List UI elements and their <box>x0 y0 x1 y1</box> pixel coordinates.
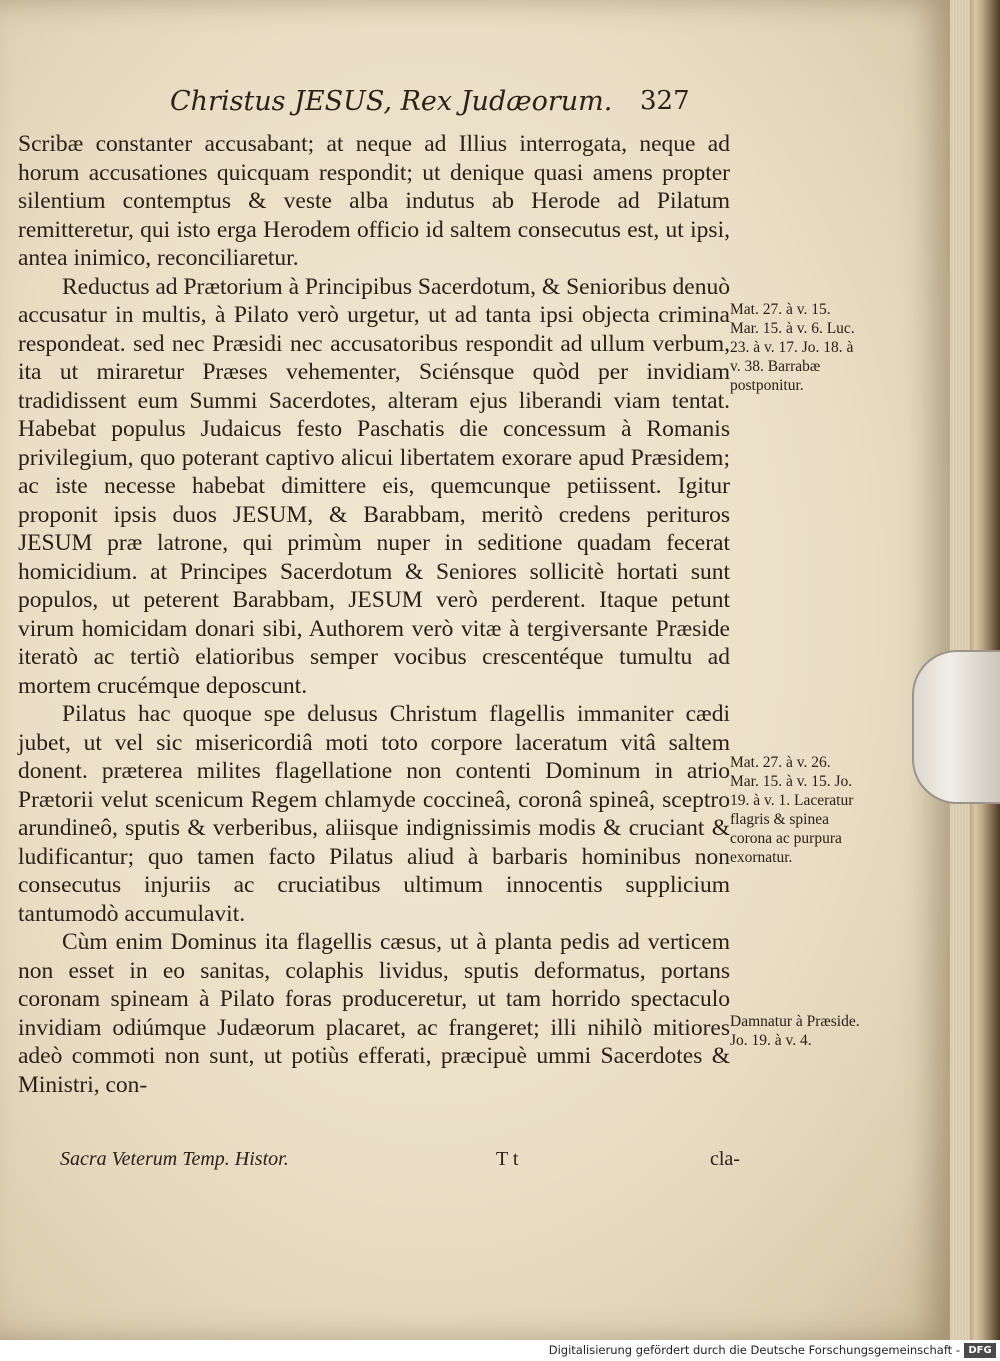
page-footer <box>60 1148 750 1178</box>
footer-title: Sacra Veterum Temp. Histor. <box>60 1148 289 1170</box>
paragraph: Reductus ad Prætorium à Principibus Sacerdotum, & Senioribus denuò accusatur in multis, à Pilato verò urgetur, ut ad tanta ipsi objecta crimina respondeat. sed nec Præsidi nec accusatoribus respondit ad ullum verbum, ita ut miraretur Præses vehementer, Sciénsque quòd per invidiam tradidissent eum Summi Sacerdotes, alteram ejus liberandi viam tentat. Habebat populus Judaicus festo Paschatis die concessum à Romanis privilegium, quo poterant captivo alicui libertatem exorare apud Præsidem; ac iste necesse habebat dimittere eis, quemcunque petiissent. Igitur proponit ipsis duos JESUM, & Barabbam, meritò credens perituros JESUM præ latrone, qui primùm nuper in seditione quadam fecerat homicidium. at Principes Sacerdotum & Seniores sollicitè hortati sunt populos, ut peterent Barabbam, JESUM verò perderent. Itaque petunt virum homicidam donari sibi, Authorem verò vitæ à tergiversante Præside iteratò ac tertiò elatioribus semper vocibus crescentéque tumultu ad mortem crucémque deposcunt. <box>18 273 730 699</box>
main-text <box>18 130 730 1099</box>
margin-note: Mat. 27. à v. 15. Mar. 15. à v. 6. Luc. 23. à v. 17. Jo. 18. à v. 38. Barrabæ postponitur. <box>730 301 855 394</box>
running-title: Christus JESUS, Rex Judæorum. <box>170 86 613 117</box>
paragraph: Cùm enim Dominus ita flagellis cæsus, ut à planta pedis ad verticem non esset in eo sanitas, colaphis lividus, sputis deformatus, portans coronam spineam à Pilato foras produceretur, ut tam horrido spectaculo invidiam odiúmque Judæorum placaret, ac frangeret; illi nihilò mitiores adeò commoti non sunt, ut potiùs efferati, præcipuè ummi Sacerdotes & Ministri, con- <box>18 929 730 1098</box>
paragraph: Scribæ constanter accusabant; at neque ad Illius interrogata, neque ad horum accusationes quicquam respondit; ut denique quasi amens propter silentium contemptus & veste alba indutus ab Herode ad Pilatum remitteretur, qui isto erga Herodem officio id saltem consecutus est, ut ipsi, antea inimico, reconciliaretur. <box>18 131 730 271</box>
catchword: cla- <box>710 1148 740 1170</box>
margin-note: Mat. 27. à v. 26. Mar. 15. à v. 15. Jo. 19. à v. 1. Laceratur flagris & spinea corona ac purpura exornatur. <box>730 754 854 866</box>
dfg-logo: DFG <box>964 1343 996 1358</box>
page-header <box>170 86 730 126</box>
page-number: 327 <box>640 86 690 116</box>
credit-text: Digitalisierung gefördert durch die Deutsche Forschungsgemeinschaft - <box>548 1343 960 1357</box>
page-clip <box>912 650 1000 804</box>
paragraph: Pilatus hac quoque spe delusus Christum flagellis immaniter cædi jubet, ut vel sic misericordiâ moti toto corpore laceratum vitâ saltem donent. præterea milites flagellatione non contenti Dominum in atrio Prætorii velut scenicum Regem chlamyde coccineâ, coronâ spineâ, sceptro arundineô, sputis & verberibus, aliisque indignissimis modis & cruciant & ludificantur; quo tamen facto Pilatus aliud à barbaris hominibus non consecutus injuriis ac cruciatibus ultimum innocentis supplicium tantumodò accumulavit. <box>18 701 730 927</box>
credit-bar <box>0 1340 1000 1361</box>
signature-mark: T t <box>496 1148 519 1170</box>
margin-note: Damnatur à Præside. Jo. 19. à v. 4. <box>730 1013 860 1049</box>
